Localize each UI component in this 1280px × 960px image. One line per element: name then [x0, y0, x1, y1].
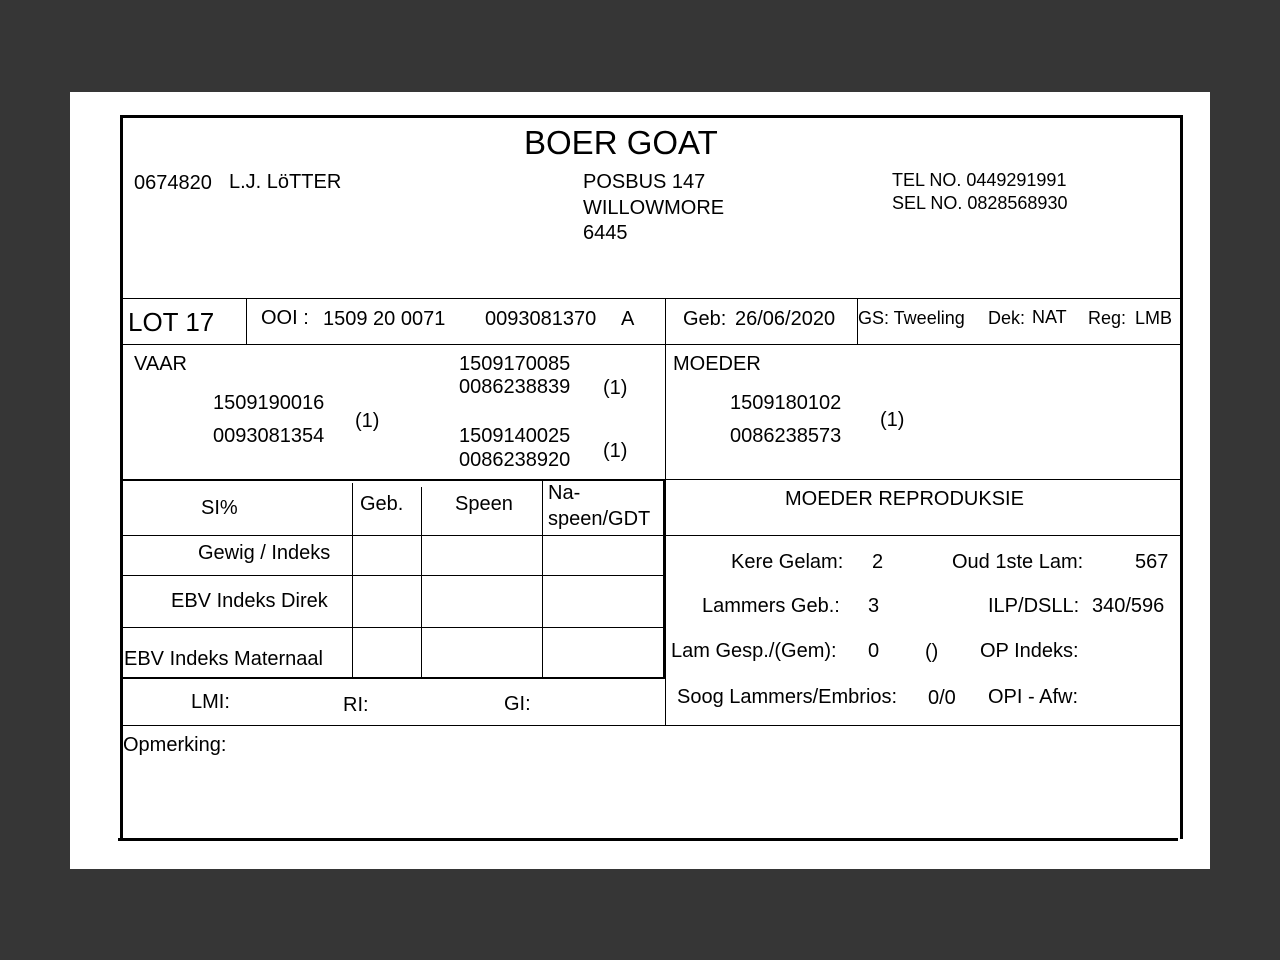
rule-perf-row2-bottom	[121, 627, 665, 628]
birth-date: 26/06/2020	[735, 308, 836, 330]
dam-note: (1)	[880, 409, 905, 431]
rule-perf-right-edge	[663, 479, 665, 678]
cellphone: SEL NO. 0828568930	[892, 193, 1068, 213]
paternal-grandsire-id: 1509170085	[459, 353, 571, 375]
rule-remarks-top	[121, 725, 1180, 726]
mating-label: Dek:	[988, 308, 1026, 328]
ilp-dsll-label: ILP/DSLL:	[988, 595, 1080, 617]
ilp-dsll-value: 340/596	[1092, 595, 1165, 617]
dam-tag: 0086238573	[730, 425, 842, 447]
op-index-label: OP Indeks:	[980, 640, 1079, 662]
rule-lot-divider	[246, 298, 247, 344]
times-lambed-value: 2	[872, 551, 884, 573]
frame-left	[120, 115, 123, 839]
telephone: TEL NO. 0449291991	[892, 170, 1067, 190]
paternal-granddam-id: 1509140025	[459, 425, 571, 447]
birth-status: GS: Tweeling	[858, 308, 965, 328]
mating-value: NAT	[1032, 307, 1067, 327]
dam-label: MOEDER	[673, 353, 761, 375]
post-weaning-header-line1: Na-	[548, 482, 581, 504]
rule-pedigree-left-bottom	[121, 479, 666, 481]
address-line-3: 6445	[583, 222, 628, 244]
rule-perf-row1-bottom	[121, 575, 665, 576]
rule-col-speen-left	[421, 487, 422, 678]
sire-id: 1509190016	[213, 392, 325, 414]
suckled-lambs-label: Soog Lammers/Embrios:	[677, 686, 898, 708]
opi-deviation-label: OPI - Afw:	[988, 686, 1079, 708]
lambs-born-label: Lammers Geb.:	[702, 595, 840, 617]
age-first-lamb-value: 567	[1135, 551, 1169, 573]
rule-header-bottom	[121, 298, 1180, 299]
lmi-label: LMI:	[191, 691, 230, 713]
row-label-ebv-maternal: EBV Indeks Maternaal	[124, 648, 323, 670]
lambs-weaned-value: 0	[868, 640, 880, 662]
rule-col-geb-left	[352, 483, 353, 678]
row-label-weight-index: Gewig / Indeks	[198, 542, 331, 564]
birth-weight-header: Geb.	[360, 493, 404, 515]
rule-perf-header-bottom	[121, 535, 1180, 536]
age-first-lamb-label: Oud 1ste Lam:	[952, 551, 1084, 573]
weaning-header: Speen	[455, 493, 513, 515]
paternal-granddam-note: (1)	[603, 440, 628, 462]
ooi-class: A	[621, 308, 635, 330]
lot-number: LOT 17	[128, 307, 215, 337]
remarks-label: Opmerking:	[123, 734, 227, 756]
post-weaning-header-line2: speen/GDT	[548, 508, 651, 530]
rule-col-naspeen-left	[542, 481, 543, 678]
rule-lot-bottom	[121, 344, 1180, 345]
lambs-weaned-average: ()	[925, 641, 939, 663]
frame-right	[1180, 115, 1183, 839]
birth-label: Geb:	[683, 308, 727, 330]
address-line-1: POSBUS 147	[583, 171, 706, 193]
ri-label: RI:	[343, 694, 369, 716]
breeder-number: 0674820	[134, 172, 212, 194]
times-lambed-label: Kere Gelam:	[731, 551, 844, 573]
dam-id: 1509180102	[730, 392, 842, 414]
ooi-label: OOI :	[261, 307, 309, 329]
suckled-lambs-value: 0/0	[928, 687, 956, 709]
register-label: Reg:	[1088, 308, 1127, 328]
sire-label: VAAR	[134, 353, 187, 375]
breeder-name: L.J. LöTTER	[229, 171, 342, 193]
lambs-born-value: 3	[868, 595, 880, 617]
register-value: LMB	[1135, 308, 1173, 328]
paternal-grandsire-note: (1)	[603, 377, 628, 399]
paternal-grandsire-tag: 0086238839	[459, 376, 571, 398]
frame-top	[120, 115, 1183, 118]
lambs-weaned-label: Lam Gesp./(Gem):	[671, 640, 837, 662]
paternal-granddam-tag: 0086238920	[459, 449, 571, 471]
si-percent-header: SI%	[201, 497, 238, 519]
ooi-id: 1509 20 0071	[323, 308, 446, 330]
sire-tag: 0093081354	[213, 425, 325, 447]
ooi-tag: 0093081370	[485, 308, 597, 330]
address-line-2: WILLOWMORE	[583, 197, 725, 219]
row-label-ebv-direct: EBV Indeks Direk	[171, 590, 328, 612]
rule-center-divider	[665, 298, 666, 725]
sire-note: (1)	[355, 410, 380, 432]
rule-perf-table-bottom	[121, 677, 666, 679]
frame-bottom	[118, 838, 1178, 841]
document-title: BOER GOAT	[524, 124, 718, 161]
rule-pedigree-right-bottom	[665, 479, 1180, 480]
gi-label: GI:	[504, 693, 531, 715]
dam-reproduction-title: MOEDER REPRODUKSIE	[785, 488, 1024, 510]
